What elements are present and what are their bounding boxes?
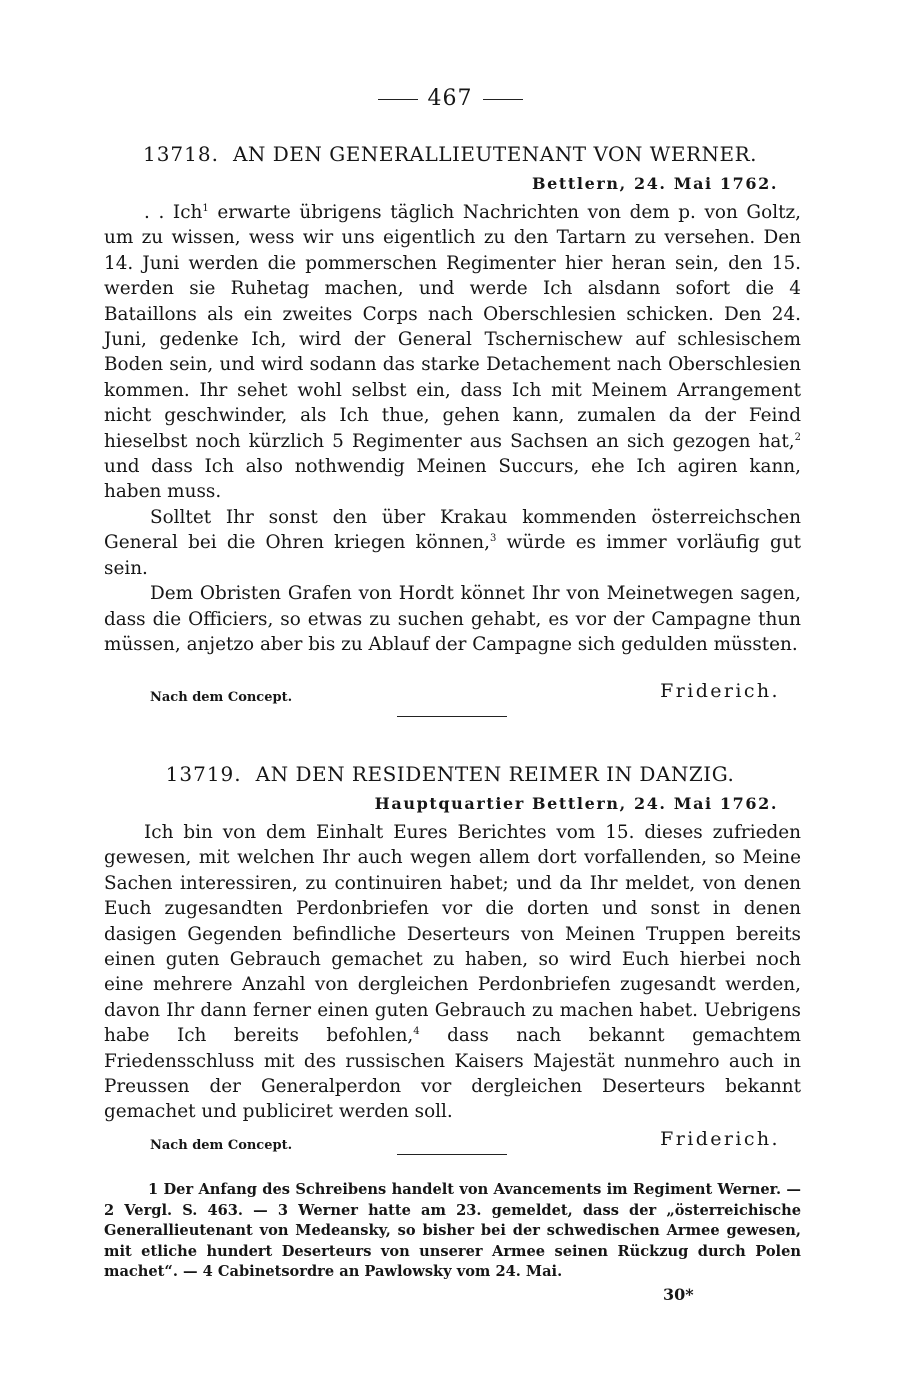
paragraph: [104, 581, 801, 657]
footnote-text: 1 Der Anfang des Schreibens handelt von Avancements im Regiment Werner. — 2 Vergl. S. 463. — 3 Werner hatte am 23. gemeldet, dass der „österreichische Generallieutenant von Medeansky, so bisher bei der schwedischen Armee gewesen, mit etliche hundert Deserteurs von unserer Armee seinen Rückzug durch Polen machet“. — 4 Cabinetsordre an Pawlowsky vom 24. Mai.: [104, 1181, 801, 1281]
header-dash-left: [378, 99, 418, 100]
letter-number: 13718.: [142, 142, 219, 166]
footnote-ref: 3: [489, 533, 497, 545]
paragraph: [104, 820, 801, 1125]
page-header: [0, 86, 900, 111]
paragraph: [104, 200, 801, 505]
footnote-ref: 4: [413, 1026, 420, 1038]
footnote-ref: 2: [794, 431, 801, 443]
source-note: Nach dem Concept.: [150, 690, 293, 705]
text-run: dass nach bekannt gemachtem Friedensschluss mit des russischen Kaisers Majestät nunmehro auch in Preussen der Generalperdon vor dergleichen Deserteurs bekannt gemachet und publiciret werden soll.: [104, 1025, 801, 1123]
letter-recipient: AN DEN RESIDENTEN REIMER IN DANZIG.: [255, 762, 735, 786]
letter-body: [104, 200, 801, 657]
text-run: erwarte übrigens täglich Nachrichten von dem p. von Goltz, um zu wissen, wess wir uns eigentlich zu den Tartarn zu versehen. Den 14. Juni werden die pommerschen Regimenter hier heran sein, den 15. werden sie Ruhetag machen, und werde Ich alsdann sofort die 4 Bataillons als ein zweites Corps nach Oberschlesien schicken. Den 24. Juni, gedenke Ich, wird der General Tschernischew auf schlesischem Boden sein, und wird sodann das starke Detachement nach Oberschlesien kommen. Ihr sehet wohl selbst ein, dass Ich mit Meinem Arrangement nicht geschwinder, als Ich thue, gehen kann, zumalen da der Feind hieselbst noch kürzlich 5 Regimenter aus Sachsen an sich gezogen hat,: [104, 202, 802, 452]
letter-number: 13719.: [165, 762, 242, 786]
paragraph: [104, 505, 801, 581]
text-run: und dass Ich also nothwendig Meinen Succurs, ehe Ich agiren kann, haben muss.: [104, 456, 801, 503]
letter-signature: Friderich.: [660, 1128, 780, 1150]
text-run: Ich bin von dem Einhalt Eures Berichtes vom 15. dieses zufrieden gewesen, mit welchen Ihr auch wegen allem dort vorfallenden, so Meine Sachen interessiren, zu continuiren habet; und da Ihr meldet, von denen Euch zugesandten Perdonbriefen vor die dorten und sonst in denen dasigen Gegenden befindliche Deserteurs von Meinen Truppen bereits einen guten Gebrauch gemachet zu haben, so wird Euch hierbei noch eine mehrere Anzahl von dergleichen Perdonbriefen zugesandt werden, davon Ihr dann ferner einen guten Gebrauch zu machen habet. Uebrigens habe Ich bereits befohlen,: [104, 822, 801, 1047]
footnote-ref: 1: [202, 202, 209, 214]
footnotes: [104, 1180, 801, 1283]
footnote-divider: [397, 1154, 507, 1155]
text-run: . . Ich: [144, 202, 203, 223]
text-run: Dem Obristen Grafen von Hordt könnet Ihr von Meinetwegen sagen, dass die Officiers, so etwas zu suchen gehabt, es vor der Campagne thun müssen, anjetzo aber bis zu Ablauf der Campagne sich gedulden müssten.: [104, 583, 801, 655]
section-divider: [397, 716, 507, 717]
letter-body: [104, 820, 801, 1125]
letter-dateline: Bettlern, 24. Mai 1762.: [532, 174, 778, 193]
letter-dateline: Hauptquartier Bettlern, 24. Mai 1762.: [374, 794, 778, 813]
letter-signature: Friderich.: [660, 680, 780, 702]
printer-signature-mark: 30*: [663, 1285, 694, 1304]
source-note: Nach dem Concept.: [150, 1138, 293, 1153]
text-run: Solltet Ihr sonst den über Krakau kommenden österreichschen General bei die Ohren kriegen können,: [104, 506, 801, 554]
header-dash-right: [483, 99, 523, 100]
letter-heading-13719: [0, 762, 900, 786]
letter-heading-13718: [0, 142, 900, 166]
page-number: 467: [427, 86, 473, 111]
text-run: würde es immer vorläufig gut sein.: [104, 532, 801, 579]
letter-recipient: AN DEN GENERALLIEUTENANT VON WERNER.: [232, 142, 758, 166]
